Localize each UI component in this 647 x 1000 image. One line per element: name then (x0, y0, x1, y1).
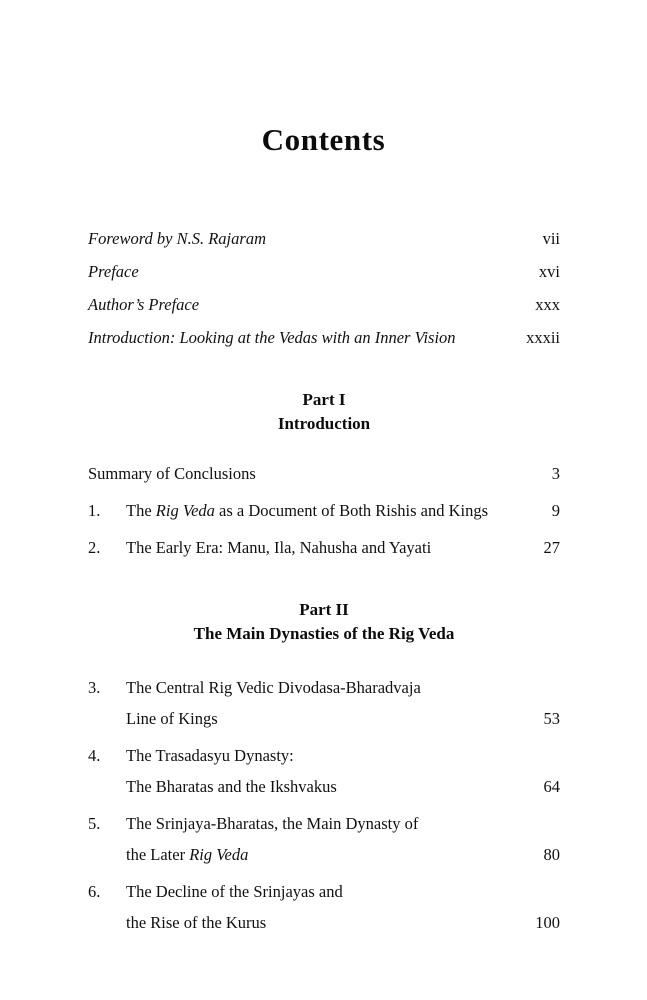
toc-entry-lines (126, 740, 560, 802)
toc-entry[interactable] (88, 672, 560, 734)
part-label: Part II (299, 600, 349, 619)
front-matter-row[interactable] (88, 255, 560, 288)
toc-entry-page-number: 100 (535, 913, 560, 932)
toc-entry[interactable] (88, 532, 560, 563)
toc-entry-line (126, 672, 560, 703)
part-heading-2 (88, 598, 560, 646)
front-matter-page-number: vii (542, 229, 560, 248)
toc-entry-page-number: 80 (543, 845, 560, 864)
toc-entry-lines (126, 532, 560, 563)
toc-entry-title: The Early Era: Manu, Ila, Nahusha and Yayati (126, 538, 432, 557)
toc-entry-lines (126, 672, 560, 734)
toc-entry-line (126, 808, 560, 839)
part-label: Part I (302, 390, 346, 409)
toc-entry-title: Summary of Conclusions (88, 464, 256, 483)
front-matter-page-number: xxx (535, 295, 560, 314)
toc-entry-number: 5. (88, 814, 101, 833)
front-matter-list (88, 222, 560, 354)
front-matter-row[interactable] (88, 288, 560, 321)
toc-entry[interactable] (88, 876, 560, 938)
toc-entry-title: The Srinjaya-Bharatas, the Main Dynasty of (126, 814, 419, 833)
toc-entry-title: The Decline of the Srinjayas and (126, 882, 343, 901)
front-matter-label: Introduction: Looking at the Vedas with an Inner Vision (88, 328, 456, 347)
toc-entry-title: The Central Rig Vedic Divodasa-Bharadvaja (126, 678, 421, 697)
toc-entry-number: 4. (88, 746, 101, 765)
toc-entry-line (126, 771, 560, 802)
chapter-list-part-2 (88, 672, 560, 938)
front-matter-label: Author’s Preface (88, 295, 200, 314)
toc-entry-title: the Later Rig Veda (126, 845, 249, 864)
toc-entry-line (126, 839, 560, 870)
front-matter-label: Preface (88, 262, 139, 281)
toc-entry-line (126, 907, 560, 938)
toc-entry-line (88, 458, 560, 489)
toc-entry-title: The Trasadasyu Dynasty: (126, 746, 294, 765)
toc-entry[interactable] (88, 495, 560, 526)
toc-entry-lines (126, 808, 560, 870)
front-matter-row[interactable] (88, 321, 560, 354)
toc-entry-line (126, 740, 560, 771)
toc-entry-number: 1. (88, 501, 101, 520)
part-heading-1 (88, 388, 560, 436)
front-matter-row[interactable] (88, 222, 560, 255)
front-matter-label: Foreword by N.S. Rajaram (88, 229, 266, 248)
toc-entry-page-number: 53 (543, 709, 560, 728)
toc-entry-number: 2. (88, 538, 101, 557)
front-matter-page-number: xvi (538, 262, 560, 281)
toc-entry-lines (126, 876, 560, 938)
toc-entry[interactable] (88, 808, 560, 870)
part-subtitle: Introduction (277, 414, 371, 433)
toc-entry-number: 6. (88, 882, 101, 901)
toc-entry-page-number: 3 (551, 464, 560, 483)
toc-entry[interactable] (88, 740, 560, 802)
front-matter-page-number: xxxii (526, 328, 560, 347)
toc-entry-number: 3. (88, 678, 101, 697)
toc-entry-page-number: 64 (543, 777, 560, 796)
toc-entry-line (126, 532, 560, 563)
toc-entry-title: Line of Kings (126, 709, 218, 728)
toc-entry-title: The Rig Veda as a Document of Both Rishis and Kings (126, 501, 489, 520)
toc-entry-page-number: 9 (551, 501, 560, 520)
toc-entry-lines (126, 495, 560, 526)
toc-entry-line (126, 876, 560, 907)
page-title: Contents (261, 122, 386, 157)
toc-entry[interactable] (88, 458, 560, 489)
toc-body (88, 222, 560, 944)
toc-entry-line (126, 495, 560, 526)
chapter-list-part-1 (88, 458, 560, 563)
toc-entry-page-number: 27 (543, 538, 560, 557)
toc-entry-title: the Rise of the Kurus (126, 913, 267, 932)
toc-entry-line (126, 703, 560, 734)
part-subtitle: The Main Dynasties of the Rig Veda (193, 624, 455, 643)
toc-entry-lines (88, 458, 560, 489)
toc-entry-title: The Bharatas and the Ikshvakus (126, 777, 337, 796)
